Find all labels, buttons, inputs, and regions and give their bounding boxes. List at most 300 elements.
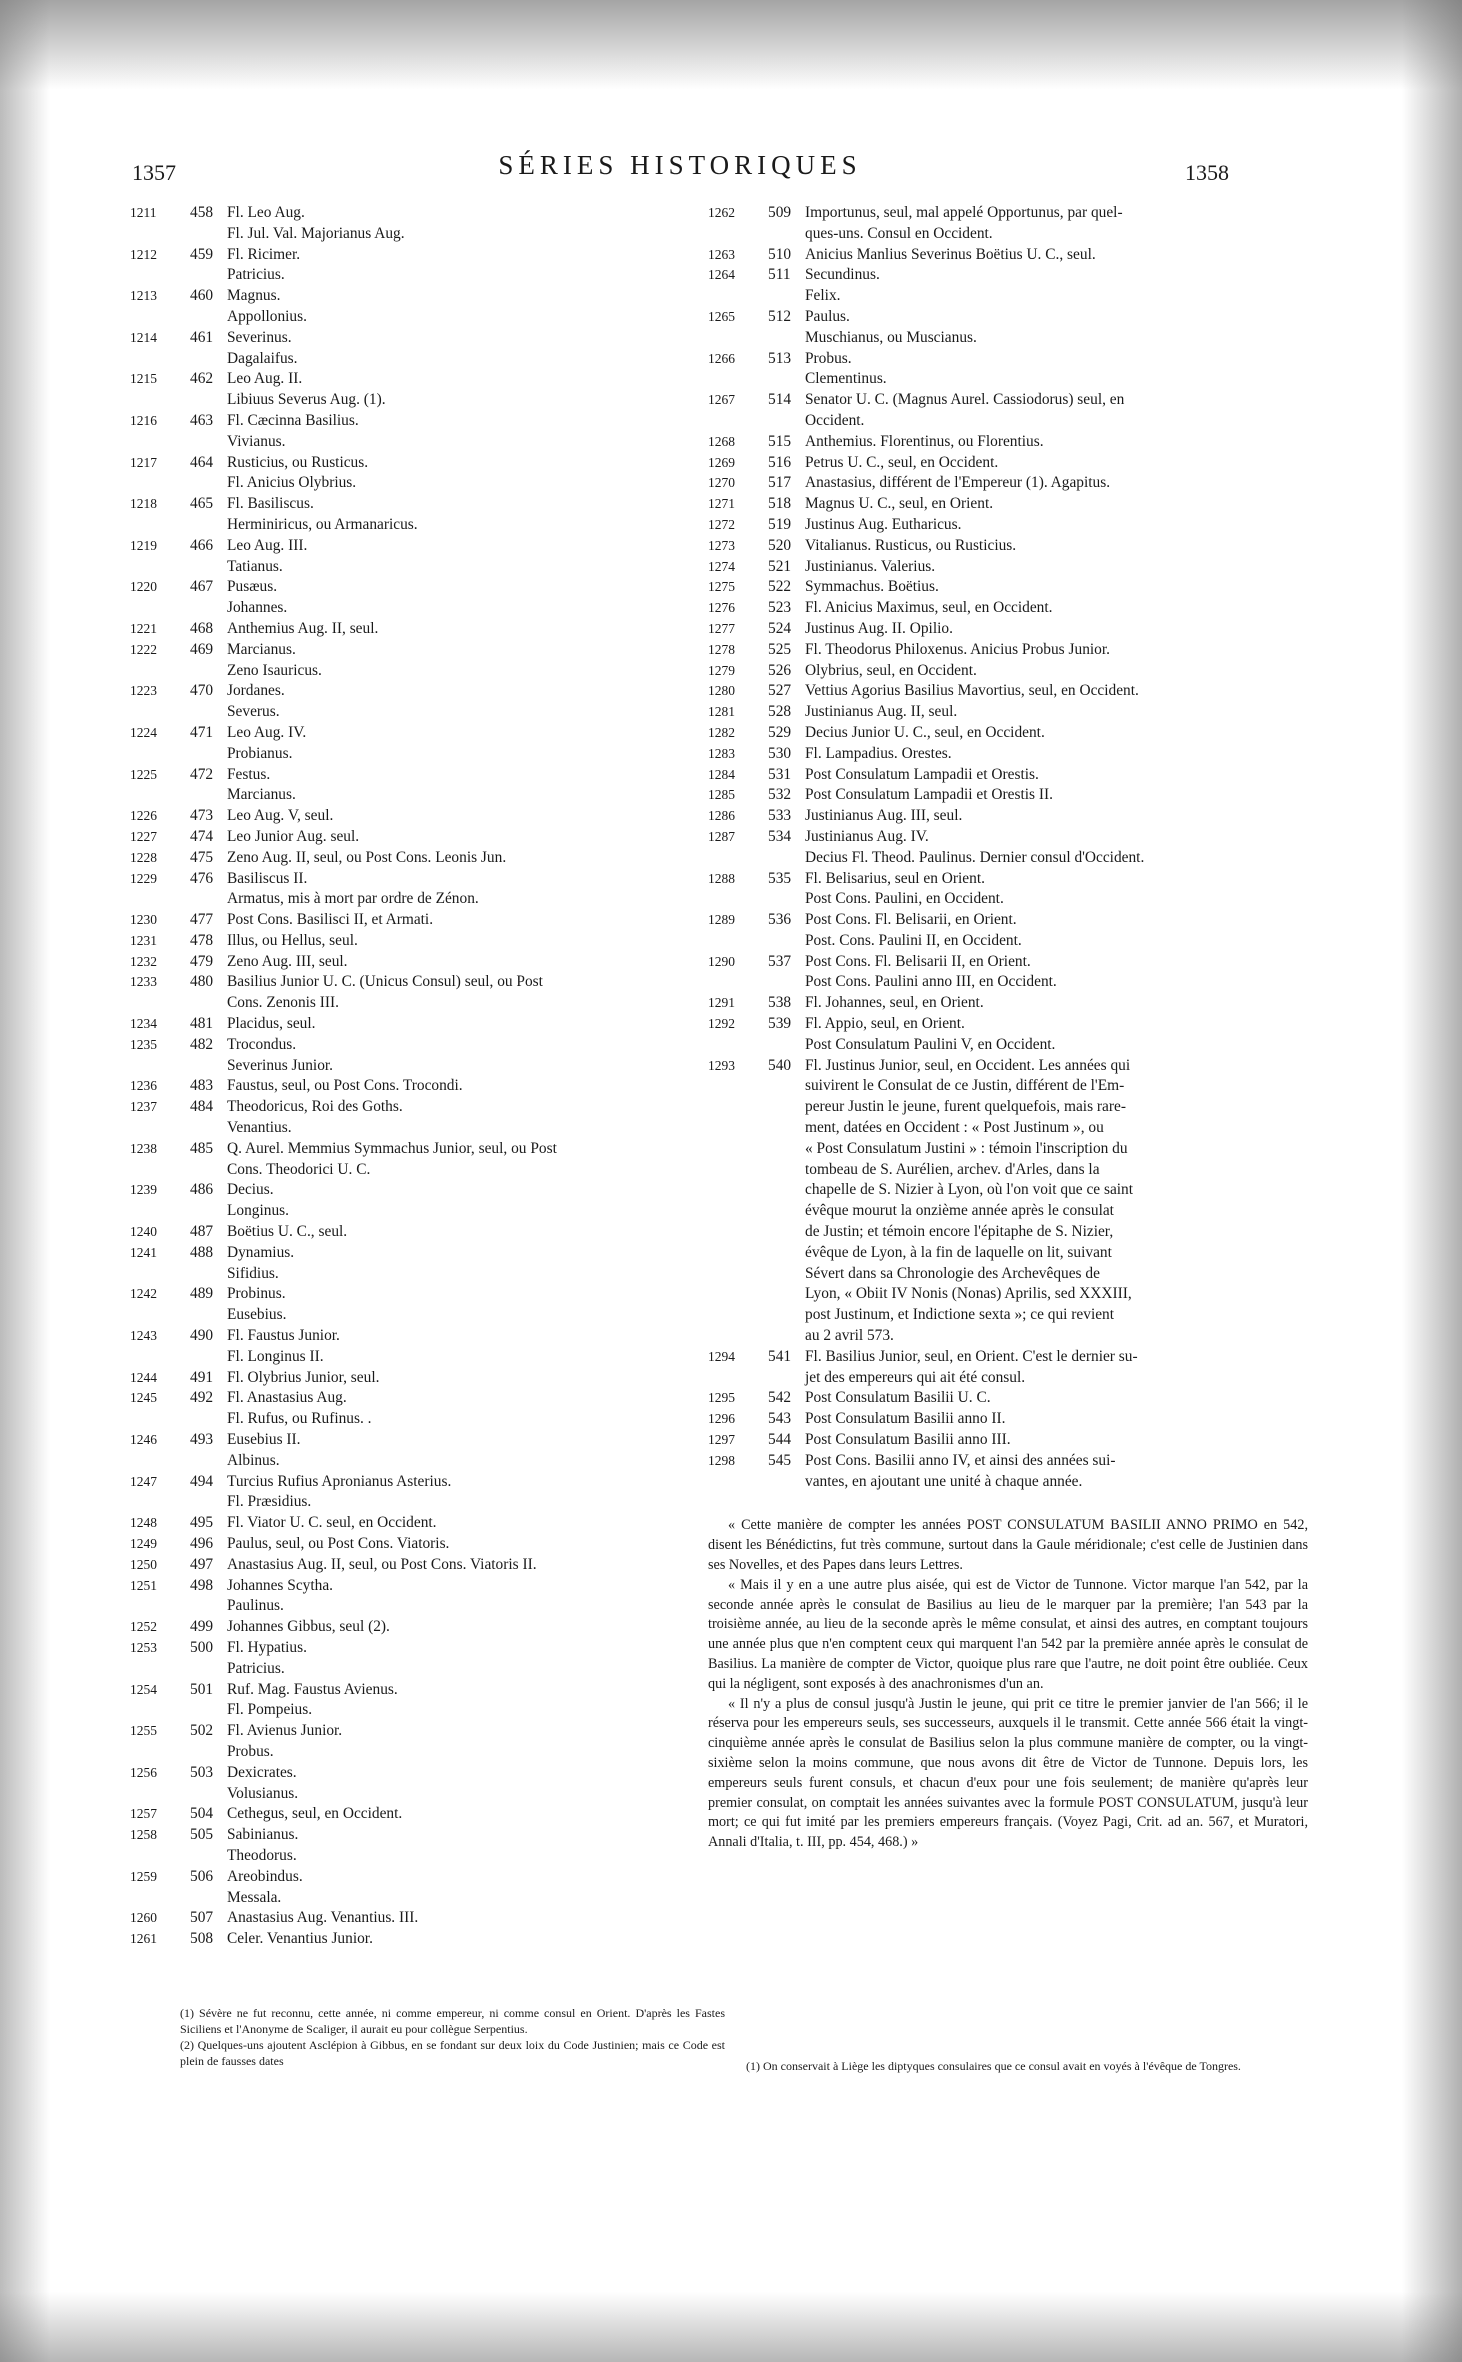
entry-number: 506 — [190, 1867, 214, 1885]
entry-number: 474 — [190, 827, 214, 845]
entry-text — [805, 577, 1308, 598]
entry-line: Severinus Junior. — [227, 1056, 334, 1074]
consul-entry — [130, 1680, 730, 1722]
entry-number: 516 — [768, 453, 792, 471]
entry-text — [227, 848, 730, 869]
entry-number: 492 — [190, 1389, 214, 1407]
entry-text — [227, 1617, 730, 1638]
entry-text — [805, 806, 1308, 827]
entry-text — [805, 494, 1308, 515]
entry-year: 1265 — [708, 308, 735, 324]
entry-line: Leo Aug. II. — [227, 370, 303, 388]
consul-entry — [130, 494, 730, 536]
consul-entry — [130, 286, 730, 328]
entry-number: 517 — [768, 474, 792, 492]
entry-text — [227, 245, 730, 287]
entry-line: Zeno Aug. II, seul, ou Post Cons. Leonis Jun. — [227, 848, 507, 866]
entry-line: Basiliscus II. — [227, 869, 308, 887]
page-title: SÉRIES HISTORIQUES — [498, 150, 862, 180]
entry-number: 504 — [190, 1805, 214, 1823]
entry-year: 1250 — [130, 1556, 157, 1572]
entry-number: 485 — [190, 1139, 214, 1157]
entry-line: Occident. — [805, 411, 865, 429]
entry-number: 531 — [768, 765, 792, 783]
entry-text — [805, 744, 1308, 765]
entry-number: 501 — [190, 1680, 214, 1698]
entry-line: Fl. Anicius Olybrius. — [227, 474, 357, 492]
consul-entry — [708, 765, 1308, 786]
entry-text — [805, 598, 1308, 619]
entry-text — [805, 349, 1308, 391]
entry-year: 1211 — [130, 205, 157, 220]
entry-year: 1223 — [130, 683, 157, 699]
entry-year: 1240 — [130, 1224, 157, 1240]
entry-number: 537 — [768, 952, 792, 970]
entry-year: 1227 — [130, 828, 157, 844]
commentary-paragraph: « Il n'y a plus de consul jusqu'à Justin le jeune, qui prit ce titre le premier janvier de l'an 566; il le réserva pour les empereurs seuls, ses successeurs, auxquels il le transmit. Cette année 566 était la vingt-cinquième année après le consulat de Basilius selon la plus commune manière de compter, ou la vingt-sixième selon la moins commune, que nous avons dit être de Victor de Tunnone. Depuis lors, les empereurs seuls furent consuls, et chacun d'eux pour une fois seulement; de manière qu'après leur premier consulat, on comptait les années suivantes avec la formule POST CONSULATUM, jusqu'à leur mort; ce qui fut imité par les premiers empereurs français. (Voyez Pagi, Crit. ad an. 567, et Muratori, Annali d'Italia, t. III, pp. 454, 468.) » — [708, 1695, 1308, 1851]
entry-line: Fl. Pompeius. — [227, 1701, 313, 1719]
entry-line: Leo Aug. III. — [227, 536, 308, 554]
entry-line: Albinus. — [227, 1451, 280, 1469]
entry-line: Celer. Venantius Junior. — [227, 1930, 373, 1948]
entry-year: 1278 — [708, 641, 735, 657]
entry-line: Fl. Præsidius. — [227, 1493, 312, 1511]
entry-line: Volusianus. — [227, 1784, 299, 1802]
entry-year: 1272 — [708, 516, 735, 532]
entry-year: 1258 — [130, 1827, 157, 1843]
entry-number: 515 — [768, 432, 792, 450]
entry-text — [227, 1368, 730, 1389]
entry-line: Tatianus. — [227, 557, 283, 575]
consul-entry — [130, 1867, 730, 1909]
entry-year: 1241 — [130, 1244, 157, 1260]
entry-year: 1260 — [130, 1910, 157, 1926]
entry-text — [227, 1929, 730, 1950]
entry-line: Leo Aug. V, seul. — [227, 807, 334, 825]
consul-entry — [708, 1451, 1308, 1493]
entry-year: 1276 — [708, 600, 735, 616]
entry-line: Senator U. C. (Magnus Aurel. Cassiodorus) seul, en — [805, 391, 1125, 409]
footnote: (1) On conservait à Liège les diptyques consulaires que ce consul avait en voyés à l'évêque de Tongres. — [746, 2059, 1241, 2073]
entry-year: 1267 — [708, 392, 735, 408]
entry-number: 505 — [190, 1826, 214, 1844]
consul-entry — [130, 1929, 730, 1950]
entry-year: 1243 — [130, 1328, 157, 1344]
entry-text — [227, 1326, 730, 1368]
consul-entry — [708, 619, 1308, 640]
entry-text — [227, 972, 730, 1014]
commentary-paragraph: « Cette manière de compter les années POST CONSULATUM BASILII ANNO PRIMO en 542, disent les Bénédictins, fut très commune, surtout dans la Gaule méridionale; c'est celle de Justinien dans ses Novelles, et des Papes dans leurs Lettres. — [708, 1517, 1308, 1573]
entry-text — [227, 1534, 730, 1555]
entry-line: Jordanes. — [227, 682, 285, 700]
entry-text — [227, 723, 730, 765]
entry-year: 1271 — [708, 496, 735, 512]
consul-entry — [130, 1076, 730, 1097]
consul-entry — [130, 1430, 730, 1472]
entry-number: 462 — [190, 370, 214, 388]
entry-year: 1237 — [130, 1099, 157, 1115]
entry-text — [805, 515, 1308, 536]
entry-year: 1235 — [130, 1036, 157, 1052]
page-number-right: 1358 — [1185, 160, 1229, 185]
consul-entry — [130, 723, 730, 765]
entry-year: 1277 — [708, 620, 735, 636]
entry-line: Post Cons. Paulini, en Occident. — [805, 890, 1004, 908]
consul-entry — [708, 702, 1308, 723]
entry-line: de Justin; et témoin encore l'épitaphe de S. Nizier, — [805, 1223, 1114, 1241]
consul-entry — [130, 931, 730, 952]
page-number-left: 1357 — [132, 160, 176, 185]
entry-line: Rusticius, ou Rusticus. — [227, 453, 369, 471]
entry-number: 525 — [768, 640, 792, 658]
entry-text — [805, 245, 1308, 266]
entry-line: ques-uns. Consul en Occident. — [805, 224, 993, 242]
entry-line: Dexicrates. — [227, 1763, 297, 1781]
consul-entry — [130, 681, 730, 723]
entry-text — [805, 1347, 1308, 1389]
consul-entry — [708, 1430, 1308, 1451]
consul-entry — [708, 806, 1308, 827]
entry-text — [227, 1555, 730, 1576]
entry-number: 511 — [768, 266, 791, 284]
consul-entry — [130, 1222, 730, 1243]
consul-entry — [130, 1014, 730, 1035]
entry-line: Pusæus. — [227, 578, 278, 596]
entry-number: 530 — [768, 744, 792, 762]
entry-text — [227, 640, 730, 682]
entry-line: Leo Aug. IV. — [227, 723, 307, 741]
consul-entry — [130, 972, 730, 1014]
consul-entry — [708, 494, 1308, 515]
consul-entry — [708, 869, 1308, 911]
entry-line: Eusebius II. — [227, 1431, 301, 1449]
entry-year: 1268 — [708, 433, 735, 449]
consul-entry — [130, 1908, 730, 1929]
entry-number: 469 — [190, 640, 214, 658]
entry-number: 491 — [190, 1368, 214, 1386]
entry-year: 1226 — [130, 808, 157, 824]
entry-text — [805, 1014, 1308, 1056]
entry-year: 1221 — [130, 620, 157, 636]
entry-number: 461 — [190, 328, 214, 346]
entry-year: 1296 — [708, 1411, 735, 1427]
consul-entry — [130, 1243, 730, 1285]
entry-year: 1262 — [708, 205, 735, 220]
entry-text — [227, 1076, 730, 1097]
consul-entry — [708, 952, 1308, 994]
entry-line: Secundinus. — [805, 266, 880, 284]
entry-year: 1219 — [130, 537, 157, 553]
entry-line: Sévert dans sa Chronologie des Archevêques de — [805, 1264, 1100, 1282]
entry-line: Theodoricus, Roi des Goths. — [227, 1098, 403, 1116]
entry-year: 1261 — [130, 1931, 157, 1947]
entry-line: Trocondus. — [227, 1035, 297, 1053]
entry-year: 1292 — [708, 1016, 735, 1032]
consul-entry — [708, 723, 1308, 744]
consul-entry — [130, 411, 730, 453]
consul-entry — [130, 1721, 730, 1763]
consul-entry — [708, 536, 1308, 557]
entry-line: Johannes. — [227, 599, 288, 617]
entry-line: Post Consulatum Basilii anno III. — [805, 1431, 1011, 1449]
entry-text — [227, 1388, 730, 1430]
entry-text — [805, 993, 1308, 1014]
consul-entry — [130, 1638, 730, 1680]
entry-text — [227, 1472, 730, 1514]
entry-number: 476 — [190, 869, 214, 887]
entry-year: 1231 — [130, 932, 157, 948]
entry-text — [227, 765, 730, 807]
entry-year: 1285 — [708, 787, 735, 803]
entry-year: 1281 — [708, 704, 735, 720]
consul-entry — [130, 1763, 730, 1805]
consul-entry — [708, 598, 1308, 619]
entry-line: Decius. — [227, 1181, 274, 1199]
entry-line: Justinianus Aug. III, seul. — [805, 807, 963, 825]
entry-text — [805, 453, 1308, 474]
entry-line: Cons. Theodorici U. C. — [227, 1160, 371, 1178]
entry-line: post Justinum, et Indictione sexta »; ce qui revient — [805, 1306, 1115, 1324]
consul-entry — [708, 203, 1308, 245]
entry-text — [805, 536, 1308, 557]
entry-text — [805, 307, 1308, 349]
entry-text — [227, 536, 730, 578]
consul-entry — [130, 1368, 730, 1389]
entry-year: 1263 — [708, 246, 735, 262]
entry-year: 1247 — [130, 1473, 157, 1489]
entry-line: Fl. Lampadius. Orestes. — [805, 744, 952, 762]
entry-line: évêque mourut la onzième année après le consulat — [805, 1202, 1114, 1220]
entry-number: 466 — [190, 536, 214, 554]
entry-year: 1282 — [708, 724, 735, 740]
entry-line: évêque de Lyon, à la fin de laquelle on lit, suivant — [805, 1243, 1112, 1261]
entry-text — [805, 265, 1308, 307]
entry-year: 1255 — [130, 1723, 157, 1739]
entry-year: 1229 — [130, 870, 157, 886]
entry-text — [805, 432, 1308, 453]
entry-year: 1279 — [708, 662, 735, 678]
consul-entry — [708, 453, 1308, 474]
entry-number: 520 — [768, 536, 792, 554]
entry-line: vantes, en ajoutant une unité à chaque année. — [805, 1472, 1083, 1490]
footnotes-right — [746, 2058, 1306, 2074]
entry-line: Fl. Appio, seul, en Orient. — [805, 1015, 965, 1033]
entry-year: 1254 — [130, 1681, 157, 1697]
consul-entry — [130, 765, 730, 807]
entry-year: 1295 — [708, 1390, 735, 1406]
entry-text — [227, 1222, 730, 1243]
entry-number: 503 — [190, 1763, 214, 1781]
entry-year: 1289 — [708, 912, 735, 928]
entry-year: 1275 — [708, 579, 735, 595]
consul-entry — [130, 536, 730, 578]
entry-number: 499 — [190, 1618, 214, 1636]
consul-entry — [708, 557, 1308, 578]
entry-year: 1249 — [130, 1536, 157, 1551]
entry-text — [227, 369, 730, 411]
right-column-consul-list — [708, 203, 1308, 1492]
entry-text — [227, 494, 730, 536]
entry-number: 490 — [190, 1327, 214, 1345]
entry-year: 1287 — [708, 828, 735, 844]
entry-line: Armatus, mis à mort par ordre de Zénon. — [227, 890, 479, 908]
entry-year: 1233 — [130, 974, 157, 990]
entry-line: Cons. Zenonis III. — [227, 994, 339, 1012]
entry-line: Fl. Belisarius, seul en Orient. — [805, 869, 985, 887]
entry-line: Anicius Manlius Severinus Boëtius U. C., seul. — [805, 245, 1096, 263]
entry-text — [227, 577, 730, 619]
entry-number: 502 — [190, 1722, 214, 1740]
entry-number: 472 — [190, 765, 214, 783]
consul-entry — [130, 1534, 730, 1555]
entry-text — [227, 827, 730, 848]
entry-line: Marcianus. — [227, 640, 296, 658]
entry-text — [227, 869, 730, 911]
entry-year: 1270 — [708, 475, 735, 491]
consul-entry — [708, 473, 1308, 494]
entry-line: Petrus U. C., seul, en Occident. — [805, 453, 999, 471]
entry-line: Muschianus, ou Muscianus. — [805, 328, 977, 346]
entry-text — [227, 1513, 730, 1534]
entry-line: Severinus. — [227, 328, 292, 346]
consul-entry — [130, 1576, 730, 1618]
entry-line: Decius Junior U. C., seul, en Occident. — [805, 723, 1045, 741]
consul-entry — [130, 952, 730, 973]
entry-line: Lyon, « Obiit IV Nonis (Nonas) Aprilis, sed XXXIII, — [805, 1285, 1132, 1303]
entry-text — [805, 1409, 1308, 1430]
entry-line: Post Consulatum Lampadii et Orestis. — [805, 765, 1039, 783]
entry-year: 1298 — [708, 1452, 735, 1468]
entry-year: 1213 — [130, 288, 157, 304]
consul-entry — [708, 1014, 1308, 1056]
entry-line: Sifidius. — [227, 1264, 279, 1282]
entry-number: 514 — [768, 391, 792, 409]
entry-year: 1283 — [708, 745, 735, 761]
entry-year: 1242 — [130, 1286, 157, 1302]
consul-entry — [130, 1097, 730, 1139]
entry-year: 1239 — [130, 1182, 157, 1198]
entry-line: Fl. Basiliscus. — [227, 495, 314, 513]
entry-text — [227, 1243, 730, 1285]
consul-entry — [130, 1555, 730, 1576]
entry-year: 1228 — [130, 849, 157, 865]
entry-number: 509 — [768, 204, 792, 221]
entry-year: 1274 — [708, 558, 735, 574]
footnote: (2) Quelques-uns ajoutent Asclépion à Gibbus, en se fondant sur deux loix du Code Justinien; mais ce Code est plein de fausses dates — [180, 2038, 725, 2068]
entry-number: 463 — [190, 411, 214, 429]
entry-text — [227, 1097, 730, 1139]
entry-line: Johannes Gibbus, seul (2). — [227, 1618, 390, 1636]
entry-text — [227, 910, 730, 931]
entry-line: Magnus. — [227, 287, 281, 305]
entry-line: Decius Fl. Theod. Paulinus. Dernier consul d'Occident. — [805, 848, 1145, 866]
entry-line: Placidus, seul. — [227, 1015, 316, 1033]
entry-line: Fl. Longinus II. — [227, 1347, 324, 1365]
entry-number: 512 — [768, 307, 792, 325]
entry-line: Areobindus. — [227, 1867, 303, 1885]
entry-year: 1266 — [708, 350, 735, 366]
entry-year: 1234 — [130, 1016, 157, 1032]
consul-entry — [708, 515, 1308, 536]
entry-line: Fl. Anicius Maximus, seul, en Occident. — [805, 599, 1053, 617]
entry-line: Justinus Aug. II. Opilio. — [805, 619, 953, 637]
entry-year: 1236 — [130, 1078, 157, 1094]
consul-entry — [708, 993, 1308, 1014]
entry-text — [227, 1180, 730, 1222]
entry-text — [227, 328, 730, 370]
consul-entry — [130, 1804, 730, 1825]
entry-line: tombeau de S. Aurélien, archev. d'Arles, dans la — [805, 1160, 1100, 1178]
entry-year: 1280 — [708, 683, 735, 699]
entry-line: Marcianus. — [227, 786, 296, 804]
entry-text — [227, 619, 730, 640]
entry-line: Olybrius, seul, en Occident. — [805, 661, 977, 679]
entry-year: 1246 — [130, 1432, 157, 1448]
entry-number: 533 — [768, 807, 792, 825]
entry-text — [227, 1035, 730, 1077]
right-column — [708, 203, 1308, 1853]
left-column-consul-list — [130, 203, 730, 1950]
entry-number: 495 — [190, 1514, 214, 1532]
entry-line: Post. Cons. Paulini II, en Occident. — [805, 931, 1022, 949]
consul-entry — [130, 827, 730, 848]
entry-number: 493 — [190, 1431, 214, 1449]
entry-text — [805, 952, 1308, 994]
entry-line: Post Consulatum Basilii U. C. — [805, 1389, 991, 1407]
entry-line: Boëtius U. C., seul. — [227, 1223, 348, 1241]
entry-line: Magnus U. C., seul, en Orient. — [805, 495, 994, 513]
entry-text — [805, 1056, 1308, 1347]
entry-number: 540 — [768, 1056, 792, 1074]
entry-line: Dagalaifus. — [227, 349, 298, 367]
consul-entry — [130, 369, 730, 411]
entry-line: Eusebius. — [227, 1306, 287, 1324]
entry-line: jet des empereurs qui ait été consul. — [805, 1368, 1026, 1386]
entry-year: 1264 — [708, 267, 735, 283]
entry-line: Fl. Rufus, ou Rufinus. . — [227, 1410, 372, 1428]
consul-entry — [130, 806, 730, 827]
consul-entry — [130, 1326, 730, 1368]
entry-line: Post Cons. Fl. Belisarii, en Orient. — [805, 911, 1017, 929]
consul-entry — [130, 1388, 730, 1430]
entry-line: Symmachus. Boëtius. — [805, 578, 939, 596]
entry-line: Dynamius. — [227, 1243, 295, 1261]
entry-text — [227, 931, 730, 952]
footnote: (1) Sévère ne fut reconnu, cette année, ni comme empereur, ni comme consul en Orient. D'après les Fastes Siciliens et l'Anonyme de Scaliger, il aurait eu pour collègue Serpentius. — [180, 2006, 725, 2036]
entry-number: 541 — [768, 1347, 792, 1365]
consul-entry — [130, 910, 730, 931]
entry-line: Severus. — [227, 703, 280, 721]
entry-year: 1251 — [130, 1577, 157, 1593]
entry-line: Faustus, seul, ou Post Cons. Trocondi. — [227, 1077, 463, 1095]
entry-number: 479 — [190, 952, 214, 970]
entry-year: 1214 — [130, 329, 157, 345]
consul-entry — [130, 203, 730, 245]
entry-line: Anastasius Aug. II, seul, ou Post Cons. Viatoris II. — [227, 1555, 537, 1573]
entry-number: 468 — [190, 619, 214, 637]
entry-line: Justinianus Aug. II, seul. — [805, 703, 958, 721]
entry-number: 498 — [190, 1576, 214, 1594]
entry-text — [805, 473, 1308, 494]
entry-line: Probianus. — [227, 744, 293, 762]
entry-number: 488 — [190, 1243, 214, 1261]
entry-text — [805, 390, 1308, 432]
entry-text — [227, 681, 730, 723]
consul-entry — [708, 744, 1308, 765]
entry-line: Vettius Agorius Basilius Mavortius, seul, en Occident. — [805, 682, 1139, 700]
entry-text — [805, 702, 1308, 723]
entry-text — [805, 557, 1308, 578]
